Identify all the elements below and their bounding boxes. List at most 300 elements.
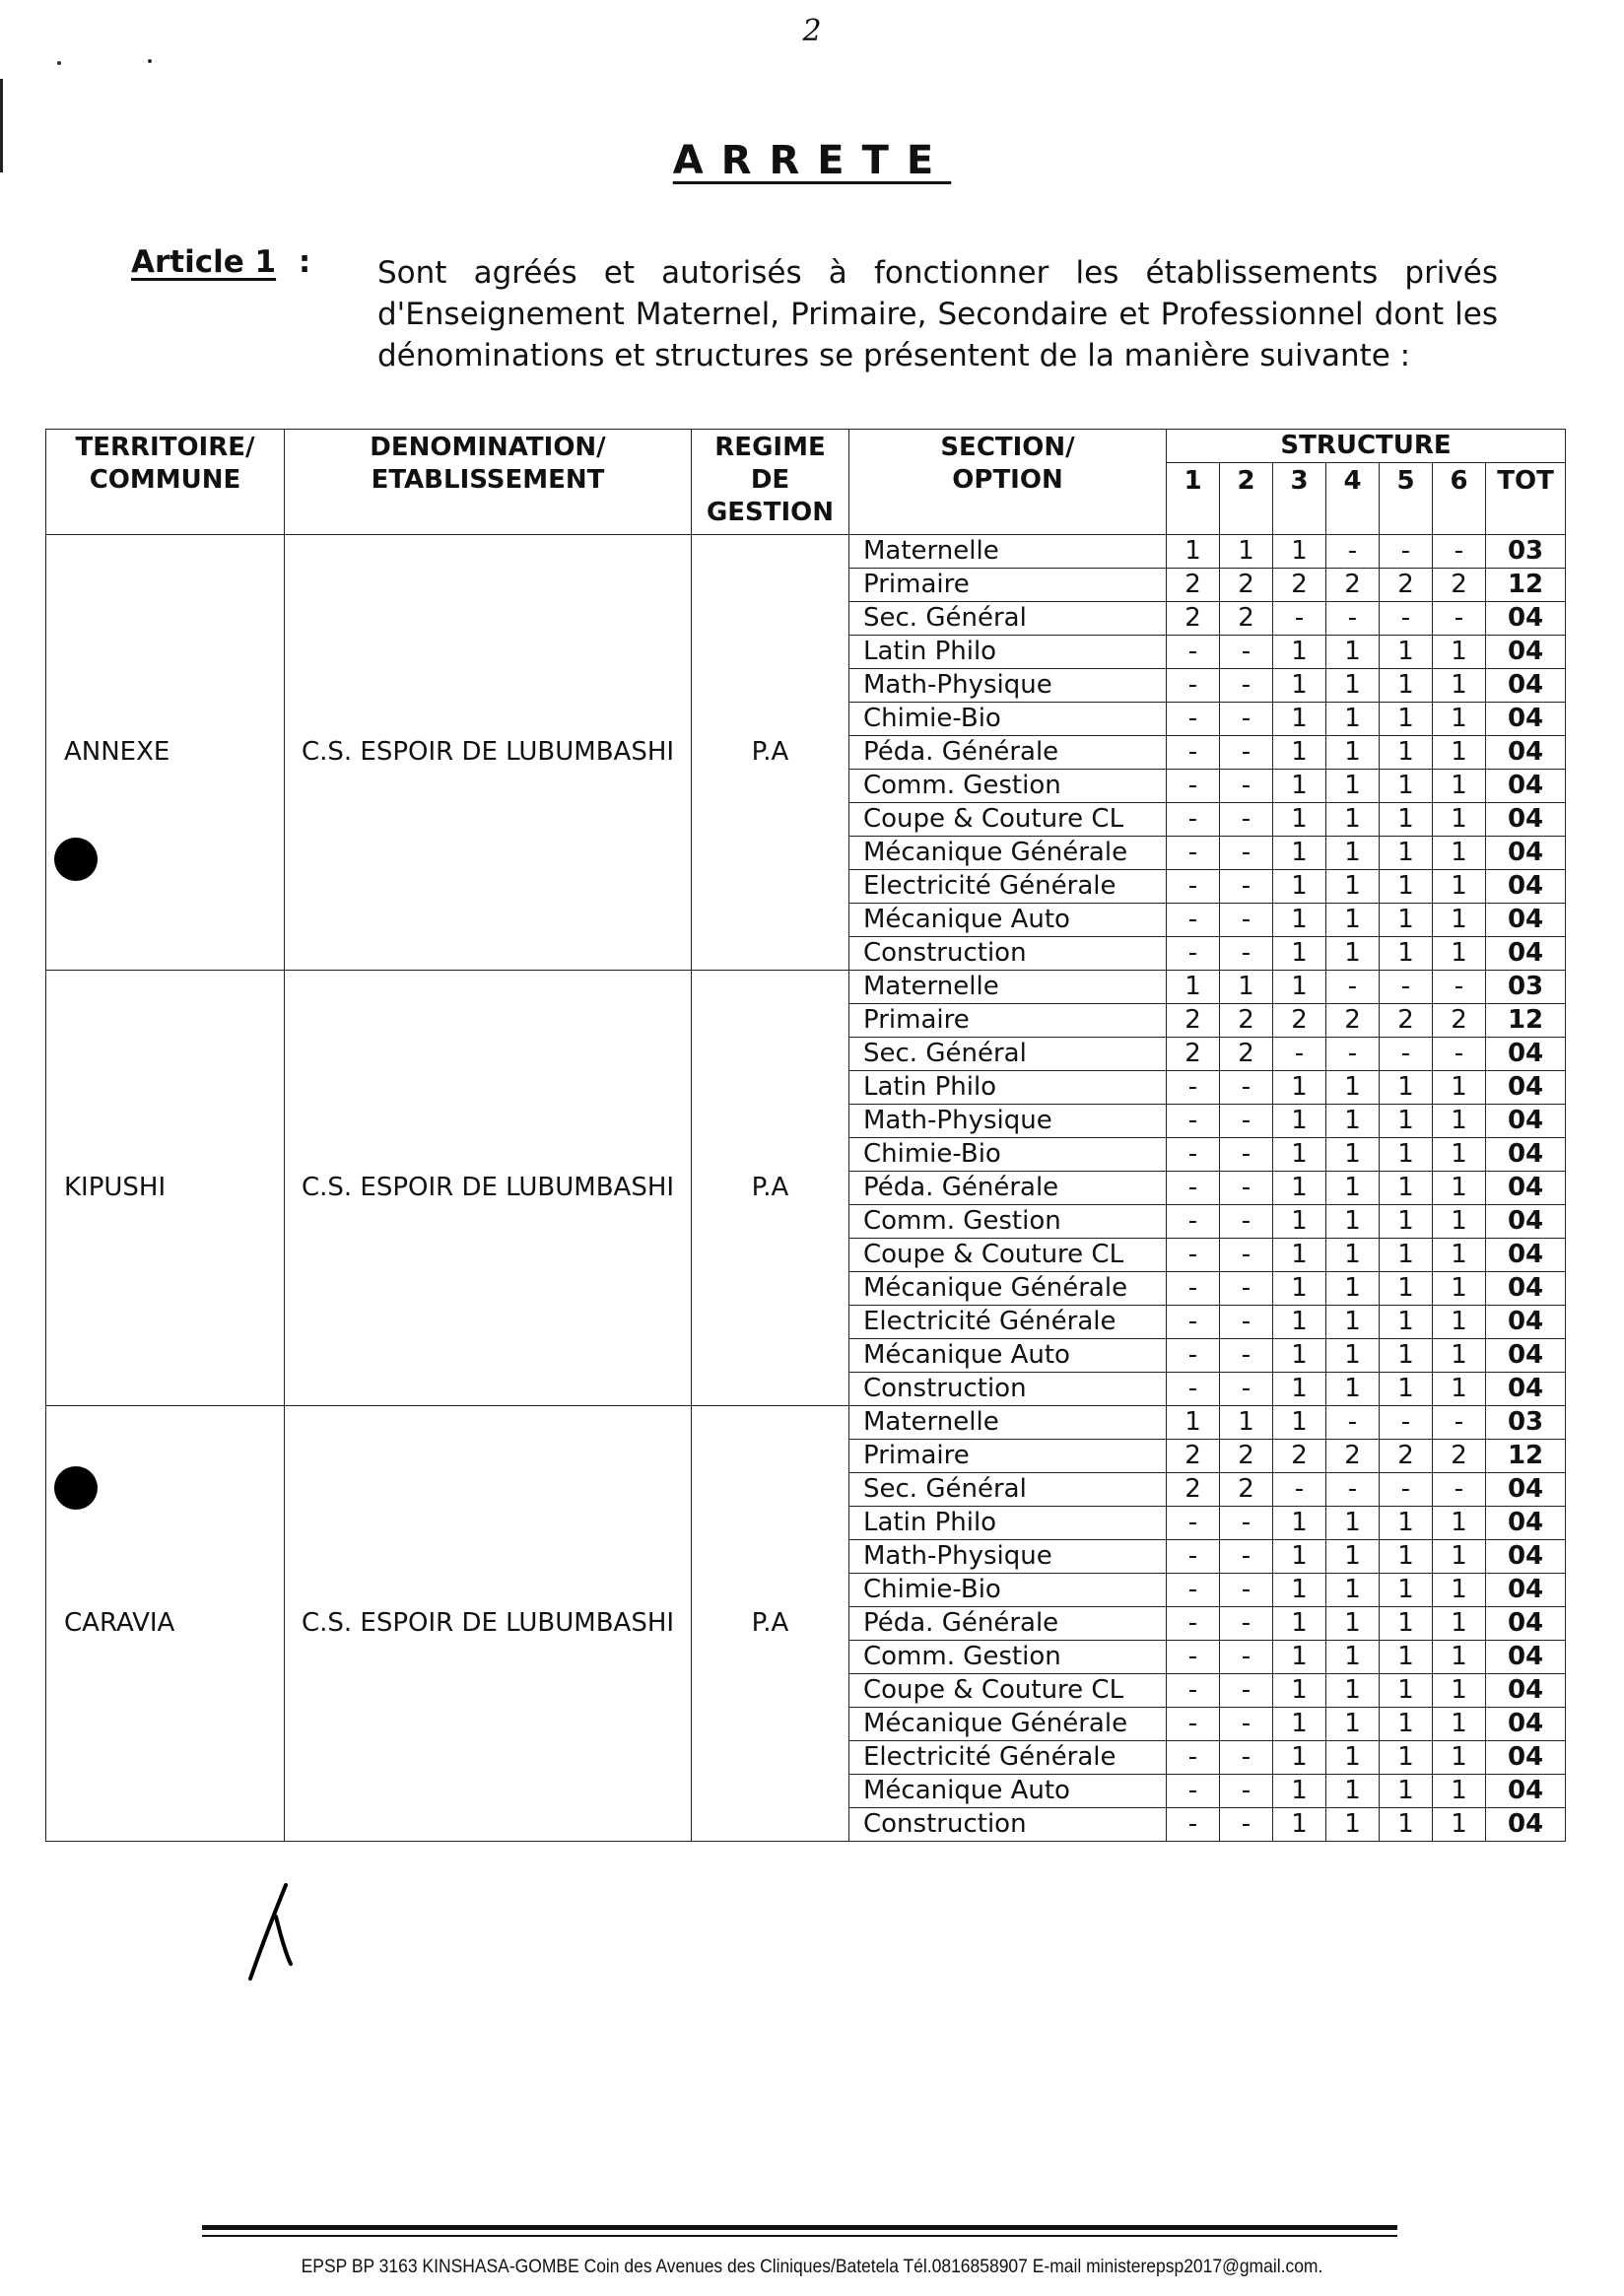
- total-cell: 04: [1486, 669, 1566, 703]
- ink-blot: [54, 1466, 98, 1510]
- structure-cell: 1: [1433, 1339, 1486, 1373]
- total-cell: 04: [1486, 1473, 1566, 1507]
- structure-cell: 2: [1326, 569, 1380, 602]
- structure-cell: -: [1380, 1473, 1433, 1507]
- structure-cell: -: [1220, 904, 1273, 937]
- total-cell: 04: [1486, 1272, 1566, 1306]
- structure-cell: 1: [1433, 1172, 1486, 1205]
- territoire-cell: CARAVIA: [46, 1406, 285, 1842]
- header-structure-col: 2: [1220, 463, 1273, 535]
- header-denomination-line: ETABLISSEMENT: [371, 465, 605, 495]
- total-cell: 04: [1486, 1808, 1566, 1842]
- structure-cell: -: [1220, 1306, 1273, 1339]
- structure-cell: -: [1380, 535, 1433, 569]
- structure-cell: 1: [1433, 1272, 1486, 1306]
- structure-cell: 1: [1380, 1138, 1433, 1172]
- structure-cell: 1: [1380, 1641, 1433, 1674]
- regime-cell: P.A: [692, 971, 849, 1406]
- option-cell: Mécanique Auto: [849, 904, 1167, 937]
- structure-cell: 1: [1380, 1071, 1433, 1105]
- denomination-cell: C.S. ESPOIR DE LUBUMBASHI: [285, 535, 692, 971]
- structure-cell: 1: [1273, 770, 1326, 803]
- structure-cell: 2: [1380, 1004, 1433, 1038]
- option-cell: Construction: [849, 1808, 1167, 1842]
- header-territoire: [46, 430, 285, 535]
- footer-rule: [202, 2225, 1397, 2230]
- header-territoire-line: TERRITOIRE/: [75, 433, 255, 462]
- structure-cell: 1: [1433, 1708, 1486, 1741]
- structure-cell: 2: [1220, 1038, 1273, 1071]
- structure-cell: 1: [1220, 971, 1273, 1004]
- structure-cell: -: [1220, 1339, 1273, 1373]
- structure-cell: -: [1220, 1239, 1273, 1272]
- option-cell: Maternelle: [849, 971, 1167, 1004]
- option-cell: Mécanique Générale: [849, 1272, 1167, 1306]
- structure-cell: -: [1167, 837, 1220, 870]
- option-cell: Chimie-Bio: [849, 1138, 1167, 1172]
- structure-cell: 2: [1273, 1004, 1326, 1038]
- structure-cell: -: [1220, 1741, 1273, 1775]
- total-cell: 04: [1486, 1172, 1566, 1205]
- ink-blot: [54, 838, 98, 881]
- structure-cell: -: [1220, 636, 1273, 669]
- structure-cell: -: [1220, 1272, 1273, 1306]
- structure-cell: 1: [1273, 1607, 1326, 1641]
- structure-cell: 1: [1433, 1138, 1486, 1172]
- regime-cell: P.A: [692, 1406, 849, 1842]
- structure-cell: -: [1167, 703, 1220, 736]
- structure-cell: -: [1167, 1339, 1220, 1373]
- header-structure-col: TOT: [1486, 463, 1566, 535]
- structure-cell: 1: [1433, 904, 1486, 937]
- structure-cell: 2: [1380, 569, 1433, 602]
- structure-cell: -: [1220, 669, 1273, 703]
- structure-cell: 1: [1433, 870, 1486, 904]
- option-cell: Electricité Générale: [849, 870, 1167, 904]
- option-cell: Péda. Générale: [849, 736, 1167, 770]
- structure-cell: -: [1167, 1239, 1220, 1272]
- total-cell: 03: [1486, 1406, 1566, 1440]
- structure-cell: 1: [1433, 1641, 1486, 1674]
- structure-cell: 1: [1326, 1741, 1380, 1775]
- option-cell: Primaire: [849, 569, 1167, 602]
- structure-cell: -: [1220, 1138, 1273, 1172]
- structure-cell: 1: [1380, 1306, 1433, 1339]
- structure-cell: -: [1220, 1674, 1273, 1708]
- option-cell: Maternelle: [849, 535, 1167, 569]
- structure-cell: 1: [1433, 1741, 1486, 1775]
- structure-cell: 1: [1326, 837, 1380, 870]
- structure-cell: 1: [1326, 1808, 1380, 1842]
- structure-cell: 2: [1167, 602, 1220, 636]
- structure-cell: 1: [1273, 1507, 1326, 1540]
- structure-cell: -: [1433, 602, 1486, 636]
- structure-table: [45, 429, 1566, 1842]
- total-cell: 04: [1486, 1540, 1566, 1574]
- structure-cell: 2: [1220, 1473, 1273, 1507]
- structure-cell: 1: [1433, 669, 1486, 703]
- total-cell: 04: [1486, 870, 1566, 904]
- structure-cell: 1: [1273, 736, 1326, 770]
- structure-cell: -: [1167, 937, 1220, 971]
- total-cell: 03: [1486, 971, 1566, 1004]
- structure-cell: 1: [1380, 1507, 1433, 1540]
- total-cell: 04: [1486, 1574, 1566, 1607]
- structure-cell: -: [1167, 1138, 1220, 1172]
- structure-cell: -: [1167, 1641, 1220, 1674]
- structure-cell: -: [1220, 837, 1273, 870]
- territoire-cell: KIPUSHI: [46, 971, 285, 1406]
- structure-cell: 2: [1433, 569, 1486, 602]
- structure-cell: -: [1380, 602, 1433, 636]
- structure-cell: 1: [1433, 1574, 1486, 1607]
- total-cell: 04: [1486, 1205, 1566, 1239]
- article-label-text: Article 1: [131, 244, 277, 280]
- header-regime: [692, 430, 849, 535]
- structure-cell: 1: [1380, 770, 1433, 803]
- footer-rule-thin: [202, 2235, 1397, 2237]
- total-cell: 04: [1486, 736, 1566, 770]
- structure-cell: -: [1380, 1038, 1433, 1071]
- footer-address: EPSP BP 3163 KINSHASA-GOMBE Coin des Avenues des Cliniques/Batetela Tél.0816858907 E-mail ministerepsp2017@gmail.com.: [301, 2257, 1323, 2277]
- total-cell: 04: [1486, 1306, 1566, 1339]
- structure-cell: -: [1326, 1406, 1380, 1440]
- structure-cell: 1: [1326, 1607, 1380, 1641]
- option-cell: Electricité Générale: [849, 1306, 1167, 1339]
- option-cell: Primaire: [849, 1440, 1167, 1473]
- total-cell: 04: [1486, 636, 1566, 669]
- structure-cell: 1: [1273, 535, 1326, 569]
- total-cell: 04: [1486, 1674, 1566, 1708]
- structure-cell: 1: [1433, 1306, 1486, 1339]
- structure-cell: -: [1220, 1105, 1273, 1138]
- option-cell: Chimie-Bio: [849, 1574, 1167, 1607]
- structure-cell: -: [1167, 904, 1220, 937]
- denomination-cell: C.S. ESPOIR DE LUBUMBASHI: [285, 971, 692, 1406]
- total-cell: 04: [1486, 803, 1566, 837]
- structure-cell: -: [1167, 1272, 1220, 1306]
- option-cell: Sec. Général: [849, 1038, 1167, 1071]
- structure-cell: 1: [1326, 1674, 1380, 1708]
- option-cell: Comm. Gestion: [849, 1641, 1167, 1674]
- structure-cell: -: [1167, 636, 1220, 669]
- structure-cell: 1: [1273, 1071, 1326, 1105]
- structure-cell: -: [1220, 770, 1273, 803]
- page-number: 2: [802, 14, 822, 48]
- structure-cell: 1: [1433, 1071, 1486, 1105]
- structure-cell: -: [1167, 1775, 1220, 1808]
- header-section-line: OPTION: [952, 465, 1063, 495]
- structure-cell: 1: [1273, 1741, 1326, 1775]
- structure-cell: 1: [1273, 837, 1326, 870]
- structure-cell: 1: [1273, 1775, 1326, 1808]
- option-cell: Péda. Générale: [849, 1607, 1167, 1641]
- total-cell: 04: [1486, 1339, 1566, 1373]
- structure-cell: 1: [1380, 1574, 1433, 1607]
- structure-cell: 1: [1433, 803, 1486, 837]
- total-cell: 12: [1486, 1440, 1566, 1473]
- structure-cell: -: [1167, 1708, 1220, 1741]
- structure-cell: 2: [1167, 1004, 1220, 1038]
- total-cell: 03: [1486, 535, 1566, 569]
- structure-cell: 1: [1273, 1808, 1326, 1842]
- header-section: [849, 430, 1167, 535]
- option-cell: Math-Physique: [849, 669, 1167, 703]
- total-cell: 04: [1486, 904, 1566, 937]
- structure-cell: -: [1167, 1507, 1220, 1540]
- option-cell: Latin Philo: [849, 636, 1167, 669]
- total-cell: 04: [1486, 937, 1566, 971]
- structure-cell: 1: [1326, 1138, 1380, 1172]
- structure-cell: 1: [1326, 1272, 1380, 1306]
- structure-cell: 1: [1273, 1641, 1326, 1674]
- total-cell: 04: [1486, 1138, 1566, 1172]
- structure-cell: 1: [1273, 1339, 1326, 1373]
- structure-cell: -: [1326, 1038, 1380, 1071]
- article-text-line: d'Enseignement Maternel, Primaire, Secondaire et Professionnel dont les: [377, 297, 1498, 332]
- total-cell: 04: [1486, 1373, 1566, 1406]
- scan-speck: [57, 61, 61, 65]
- structure-cell: 2: [1167, 569, 1220, 602]
- structure-cell: 2: [1220, 569, 1273, 602]
- structure-cell: 1: [1380, 1172, 1433, 1205]
- structure-cell: -: [1433, 1406, 1486, 1440]
- structure-cell: 1: [1433, 1507, 1486, 1540]
- structure-cell: -: [1167, 736, 1220, 770]
- structure-cell: 1: [1220, 535, 1273, 569]
- option-cell: Latin Philo: [849, 1507, 1167, 1540]
- structure-cell: 2: [1167, 1473, 1220, 1507]
- structure-cell: 1: [1380, 1105, 1433, 1138]
- structure-cell: 1: [1326, 1306, 1380, 1339]
- header-denomination: [285, 430, 692, 535]
- structure-cell: -: [1167, 1205, 1220, 1239]
- structure-cell: -: [1167, 1172, 1220, 1205]
- structure-cell: -: [1220, 703, 1273, 736]
- structure-cell: 2: [1167, 1440, 1220, 1473]
- structure-cell: 2: [1326, 1004, 1380, 1038]
- structure-cell: 1: [1273, 1674, 1326, 1708]
- structure-cell: 1: [1167, 971, 1220, 1004]
- structure-cell: -: [1326, 535, 1380, 569]
- structure-cell: 1: [1326, 1540, 1380, 1574]
- article-label: [131, 244, 310, 280]
- option-cell: Comm. Gestion: [849, 770, 1167, 803]
- structure-cell: -: [1167, 770, 1220, 803]
- structure-cell: -: [1273, 1473, 1326, 1507]
- header-territoire-line: COMMUNE: [89, 465, 241, 495]
- option-cell: Maternelle: [849, 1406, 1167, 1440]
- structure-cell: 1: [1326, 669, 1380, 703]
- option-cell: Mécanique Générale: [849, 837, 1167, 870]
- structure-cell: 2: [1220, 602, 1273, 636]
- option-cell: Péda. Générale: [849, 1172, 1167, 1205]
- total-cell: 04: [1486, 703, 1566, 736]
- structure-cell: 1: [1433, 703, 1486, 736]
- header-structure-col: 6: [1433, 463, 1486, 535]
- structure-cell: 1: [1273, 803, 1326, 837]
- structure-cell: -: [1167, 1607, 1220, 1641]
- article-text-line: dénominations et structures se présentent de la manière suivante :: [377, 338, 1411, 373]
- structure-cell: -: [1167, 1071, 1220, 1105]
- header-denomination-line: DENOMINATION/: [370, 433, 606, 462]
- total-cell: 04: [1486, 770, 1566, 803]
- structure-cell: 1: [1273, 971, 1326, 1004]
- total-cell: 04: [1486, 1708, 1566, 1741]
- total-cell: 04: [1486, 1741, 1566, 1775]
- structure-cell: 1: [1380, 803, 1433, 837]
- option-cell: Math-Physique: [849, 1540, 1167, 1574]
- structure-cell: 1: [1326, 770, 1380, 803]
- structure-cell: -: [1167, 1540, 1220, 1574]
- structure-cell: 1: [1380, 1272, 1433, 1306]
- structure-cell: 1: [1380, 1205, 1433, 1239]
- structure-cell: 1: [1380, 1607, 1433, 1641]
- structure-cell: -: [1167, 1741, 1220, 1775]
- regime-cell: P.A: [692, 535, 849, 971]
- structure-cell: 1: [1326, 870, 1380, 904]
- structure-cell: 1: [1326, 803, 1380, 837]
- structure-cell: 1: [1273, 1708, 1326, 1741]
- structure-cell: -: [1220, 736, 1273, 770]
- structure-cell: -: [1220, 1607, 1273, 1641]
- structure-cell: 1: [1273, 937, 1326, 971]
- total-cell: 04: [1486, 1775, 1566, 1808]
- table-body: [46, 535, 1566, 1842]
- structure-cell: 1: [1326, 1172, 1380, 1205]
- structure-cell: 1: [1380, 1775, 1433, 1808]
- structure-cell: 1: [1326, 1507, 1380, 1540]
- structure-cell: 2: [1326, 1440, 1380, 1473]
- article-label-colon: :: [298, 244, 311, 280]
- structure-cell: 1: [1380, 1741, 1433, 1775]
- structure-cell: -: [1273, 602, 1326, 636]
- structure-cell: 1: [1326, 904, 1380, 937]
- structure-cell: 1: [1380, 904, 1433, 937]
- structure-cell: -: [1326, 1473, 1380, 1507]
- article-text: [377, 252, 1498, 376]
- structure-cell: 1: [1433, 1105, 1486, 1138]
- structure-cell: 2: [1433, 1004, 1486, 1038]
- structure-cell: 1: [1273, 1205, 1326, 1239]
- structure-cell: -: [1220, 1708, 1273, 1741]
- total-cell: 04: [1486, 1105, 1566, 1138]
- structure-cell: 2: [1433, 1440, 1486, 1473]
- structure-cell: 1: [1380, 870, 1433, 904]
- structure-cell: 2: [1220, 1004, 1273, 1038]
- article-text-line: Sont agréés et autorisés à fonctionner les établissements privés: [377, 255, 1498, 291]
- structure-cell: 1: [1380, 703, 1433, 736]
- total-cell: 04: [1486, 1239, 1566, 1272]
- structure-cell: 1: [1433, 1607, 1486, 1641]
- structure-cell: -: [1220, 1071, 1273, 1105]
- structure-cell: 1: [1433, 770, 1486, 803]
- option-cell: Sec. Général: [849, 602, 1167, 636]
- structure-cell: 1: [1326, 937, 1380, 971]
- header-structure-col: 3: [1273, 463, 1326, 535]
- structure-cell: -: [1433, 1473, 1486, 1507]
- structure-cell: 1: [1326, 1205, 1380, 1239]
- header-structure: STRUCTURE: [1167, 430, 1566, 463]
- option-cell: Latin Philo: [849, 1071, 1167, 1105]
- structure-cell: 1: [1273, 1540, 1326, 1574]
- structure-cell: -: [1433, 535, 1486, 569]
- option-cell: Math-Physique: [849, 1105, 1167, 1138]
- structure-cell: 1: [1326, 1708, 1380, 1741]
- structure-cell: 1: [1273, 1406, 1326, 1440]
- structure-cell: 1: [1433, 736, 1486, 770]
- header-regime-line: DE: [750, 465, 790, 495]
- structure-cell: -: [1220, 1373, 1273, 1406]
- structure-cell: 1: [1380, 1373, 1433, 1406]
- structure-cell: 1: [1380, 1540, 1433, 1574]
- structure-cell: -: [1220, 937, 1273, 971]
- territoire-cell: ANNEXE: [46, 535, 285, 971]
- structure-cell: 1: [1273, 1138, 1326, 1172]
- structure-cell: -: [1326, 602, 1380, 636]
- table-row: [46, 1406, 1566, 1440]
- structure-cell: 1: [1326, 1339, 1380, 1373]
- header-structure-col: 4: [1326, 463, 1380, 535]
- structure-cell: -: [1273, 1038, 1326, 1071]
- structure-cell: 1: [1326, 1239, 1380, 1272]
- structure-cell: 1: [1433, 636, 1486, 669]
- structure-cell: 2: [1220, 1440, 1273, 1473]
- total-cell: 04: [1486, 1507, 1566, 1540]
- structure-cell: -: [1167, 1105, 1220, 1138]
- structure-cell: 1: [1380, 937, 1433, 971]
- structure-cell: 1: [1433, 1674, 1486, 1708]
- structure-cell: -: [1380, 1406, 1433, 1440]
- structure-cell: 2: [1273, 1440, 1326, 1473]
- structure-cell: 2: [1273, 569, 1326, 602]
- table-row: [46, 971, 1566, 1004]
- structure-cell: 1: [1433, 1808, 1486, 1842]
- structure-cell: 1: [1273, 870, 1326, 904]
- total-cell: 04: [1486, 1071, 1566, 1105]
- structure-cell: -: [1220, 1641, 1273, 1674]
- structure-cell: -: [1220, 1172, 1273, 1205]
- structure-cell: 1: [1273, 1272, 1326, 1306]
- structure-cell: -: [1220, 1574, 1273, 1607]
- header-structure-col: 1: [1167, 463, 1220, 535]
- structure-cell: 1: [1433, 1239, 1486, 1272]
- denomination-cell: C.S. ESPOIR DE LUBUMBASHI: [285, 1406, 692, 1842]
- option-cell: Coupe & Couture CL: [849, 1239, 1167, 1272]
- document-title: ARRETE: [672, 138, 952, 183]
- structure-cell: -: [1167, 803, 1220, 837]
- structure-cell: 1: [1326, 1775, 1380, 1808]
- structure-cell: -: [1220, 803, 1273, 837]
- structure-cell: -: [1167, 1674, 1220, 1708]
- structure-cell: 1: [1433, 937, 1486, 971]
- structure-cell: -: [1167, 669, 1220, 703]
- structure-cell: 1: [1326, 703, 1380, 736]
- option-cell: Chimie-Bio: [849, 703, 1167, 736]
- option-cell: Sec. Général: [849, 1473, 1167, 1507]
- structure-cell: 1: [1273, 1239, 1326, 1272]
- option-cell: Coupe & Couture CL: [849, 803, 1167, 837]
- structure-cell: 1: [1273, 636, 1326, 669]
- structure-cell: 1: [1380, 736, 1433, 770]
- structure-cell: 1: [1326, 1641, 1380, 1674]
- structure-cell: 1: [1433, 837, 1486, 870]
- structure-cell: 1: [1380, 837, 1433, 870]
- structure-cell: -: [1167, 1373, 1220, 1406]
- structure-cell: 1: [1380, 636, 1433, 669]
- total-cell: 12: [1486, 1004, 1566, 1038]
- structure-cell: -: [1220, 1775, 1273, 1808]
